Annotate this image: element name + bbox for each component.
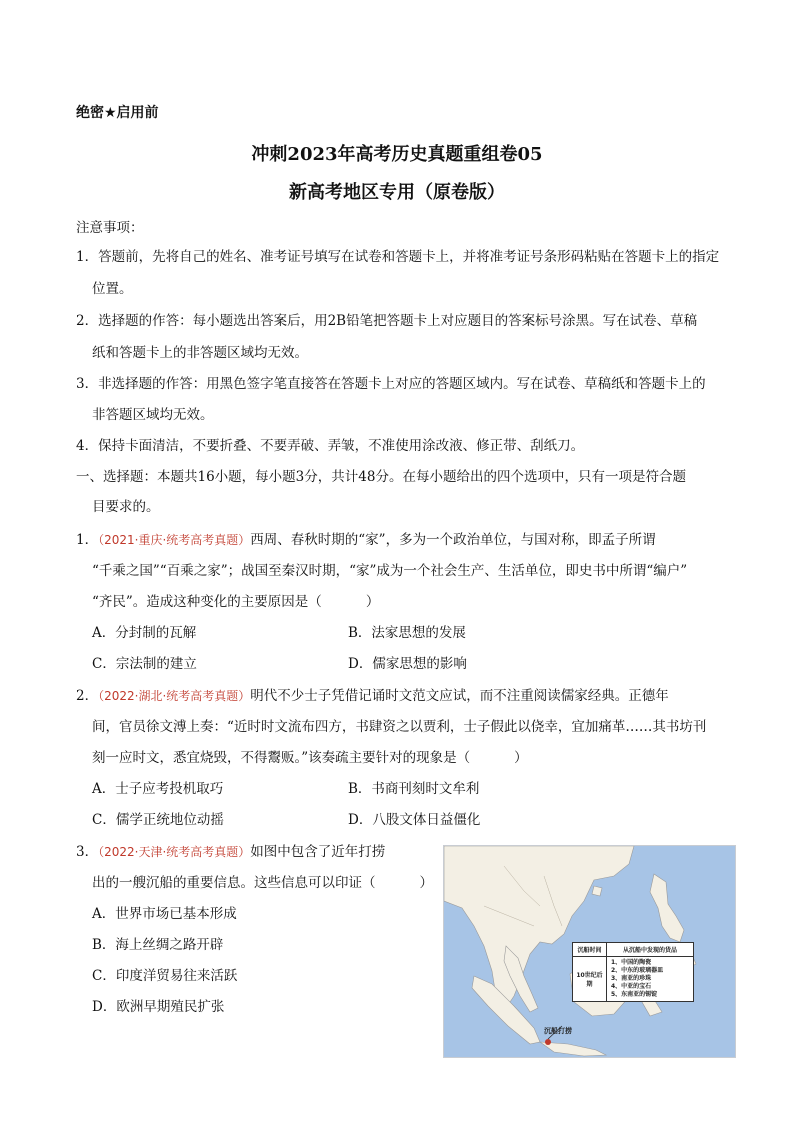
legend-time-value: 10世纪后期: [573, 957, 607, 1001]
option-a[interactable]: A．士子应考投机取巧: [92, 781, 224, 797]
question-3: [76, 842, 385, 862]
option-b[interactable]: B．海上丝绸之路开辟: [92, 937, 224, 953]
option-c[interactable]: C．印度洋贸易往来活跃: [92, 968, 238, 984]
question-source: （2022·湖北·统考高考真题）: [98, 689, 251, 703]
question-1-stem: “千乘之国”“百乘之家”；战国至秦汉时期，“家”成为一个社会生产、生活单位，即史书中所谓“编户”: [92, 563, 688, 579]
map-legend: [572, 942, 694, 1002]
notice-heading: 注意事项：: [76, 220, 144, 236]
legend-col-goods: 从沉船中发现的货品: [622, 947, 677, 954]
option-b[interactable]: B．法家思想的发展: [348, 625, 466, 641]
notice-item: 1．答题前，先将自己的姓名、准考证号填写在试卷和答题卡上，并将准考证号条形码粘贴在答题卡上的指定: [76, 249, 720, 265]
legend-goods-item: 4、中亚的宝石: [611, 983, 652, 990]
question-1: [76, 530, 656, 550]
question-source: （2021·重庆·统考高考真题）: [98, 533, 251, 547]
wreck-marker: [545, 1039, 551, 1045]
question-2-stem: 刻一应时文，悉宜烧毁，不得鬻贩。”该奏疏主要针对的现象是（ ）: [92, 750, 528, 766]
map-hainan: [592, 886, 602, 896]
option-a[interactable]: A．世界市场已基本形成: [92, 906, 237, 922]
section-heading-cont: 目要求的。: [92, 499, 160, 515]
option-d[interactable]: D．欧洲早期殖民扩张: [92, 999, 225, 1015]
notice-item: 位置。: [92, 281, 133, 297]
question-2: [76, 686, 669, 706]
option-d[interactable]: D．八股文体日益僵化: [348, 812, 481, 828]
notice-item: 纸和答题卡上的非答题区域均无效。: [92, 345, 308, 361]
map-philippines: [650, 874, 684, 942]
notice-item: 非答题区域均无效。: [92, 407, 214, 423]
legend-goods-item: 3、南亚的珍珠: [611, 975, 652, 982]
question-number: 3．: [76, 844, 99, 860]
question-2-stem: 间，官员徐文溥上奏：“近时时文流布四方，书肆资之以贾利，士子假此以侥幸，宜加痛革……其书坊刊: [92, 719, 707, 735]
legend-col-time: 沉船时间: [573, 943, 607, 956]
page-subtitle: 新高考地区专用（原卷版）: [289, 182, 505, 203]
question-1-stem: “齐民”。造成这种变化的主要原因是（ ）: [92, 594, 380, 610]
question-stem: 如图中包含了近年打捞: [250, 844, 386, 860]
page-title: 冲刺2023年高考历史真题重组卷05: [251, 144, 543, 165]
notice-item: 2．选择题的作答：每小题选出答案后，用2B铅笔把答题卡上对应题目的答案标号涂黑。写在试卷、草稿: [76, 313, 698, 329]
question-3-stem: 出的一艘沉船的重要信息。这些信息可以印证（ ）: [92, 875, 433, 891]
question-number: 1．: [76, 532, 99, 548]
shipwreck-map: [443, 845, 736, 1058]
legend-goods-item: 5、东南亚的锡锭: [611, 991, 658, 998]
legend-goods-item: 1、中国的陶瓷: [611, 959, 652, 966]
option-c[interactable]: C．儒学正统地位动摇: [92, 812, 224, 828]
option-d[interactable]: D．儒家思想的影响: [348, 656, 467, 672]
option-a[interactable]: A．分封制的瓦解: [92, 625, 197, 641]
legend-goods-item: 2、中东的玻璃器皿: [611, 967, 664, 974]
secret-label: 绝密★启用前: [76, 105, 159, 121]
section-heading: 一、选择题：本题共16小题，每小题3分，共计48分。在每小题给出的四个选项中，只有一项是符合题: [76, 469, 686, 485]
legend-goods-list: [607, 957, 693, 1001]
notice-item: 3．非选择题的作答：用黑色签字笔直接答在答题卡上对应的答题区域内。写在试卷、草稿纸和答题卡上的: [76, 376, 706, 392]
question-stem: 明代不少士子凭借记诵时文范文应试，而不注重阅读儒家经典。正德年: [250, 688, 669, 704]
wreck-label: 沉船打捞: [544, 1027, 572, 1035]
option-c[interactable]: C．宗法制的建立: [92, 656, 197, 672]
question-source: （2022·天津·统考高考真题）: [98, 845, 251, 859]
option-b[interactable]: B．书商刊刻时文牟利: [348, 781, 480, 797]
question-stem: 西周、春秋时期的“家”，多为一个政治单位，与国对称，即孟子所谓: [250, 532, 656, 548]
question-number: 2．: [76, 688, 99, 704]
notice-item: 4．保持卡面清洁，不要折叠、不要弄破、弄皱，不准使用涂改液、修正带、刮纸刀。: [76, 438, 585, 454]
